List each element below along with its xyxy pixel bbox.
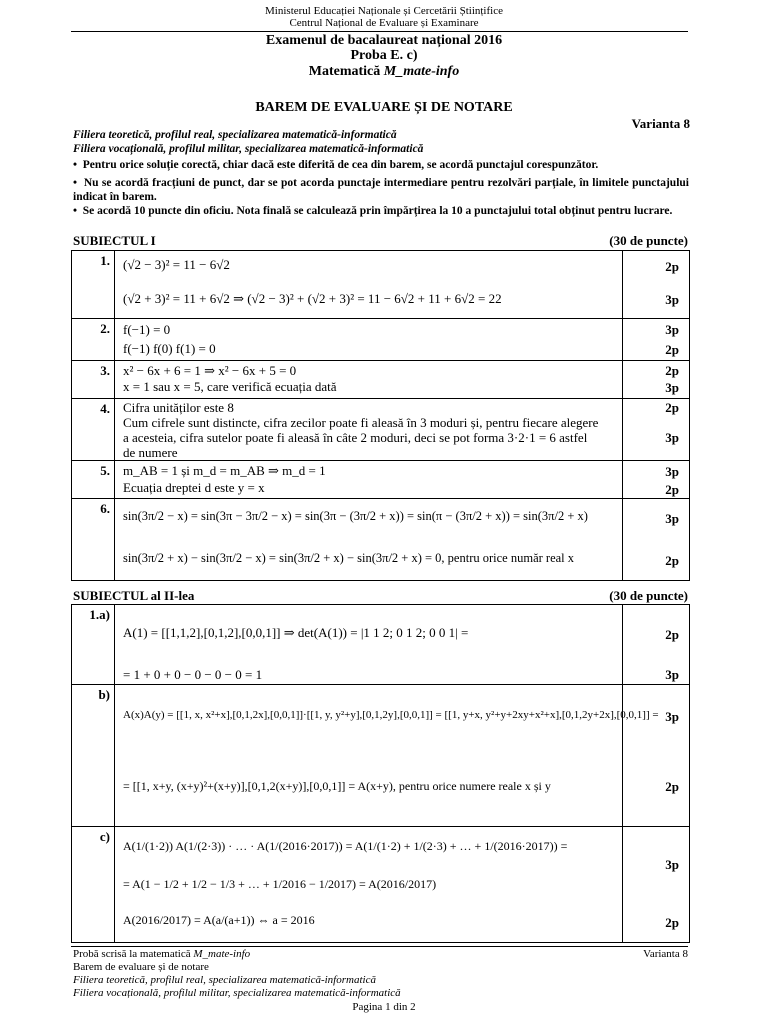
item-row-1b <box>72 685 690 827</box>
subiect1-points: (30 de puncte) <box>609 233 688 248</box>
points-badge: 3p <box>665 292 679 307</box>
points-badge: 3p <box>665 430 679 445</box>
item-row-6 <box>72 499 690 581</box>
item-line: sin(3π/2 − x) = sin(3π − 3π/2 − x) = sin(3π − (3π/2 + x)) = sin(π − (3π/2 + x)) = sin(3π/2 + x) <box>123 509 588 523</box>
points-badge: 2p <box>665 779 679 794</box>
item-line: (√2 − 3)² = 11 − 6√2 <box>123 257 230 272</box>
item-number: b) <box>72 685 115 827</box>
item-row-3 <box>72 361 690 399</box>
item-row-4 <box>72 399 690 461</box>
item-row-2 <box>72 319 690 361</box>
points-badge: 3p <box>665 380 679 395</box>
item-line: A(2016/2017) = A(a/(a+1)) ⇔ a = 2016 <box>123 913 315 927</box>
item-line: de numere <box>123 445 178 460</box>
subiect1-title: SUBIECTUL I <box>73 233 156 248</box>
item-number: c) <box>72 827 115 943</box>
item-number: 3. <box>72 361 115 399</box>
points-badge: 2p <box>665 627 679 642</box>
footer-filiera-vocationala: Filiera vocațională, profilul militar, specializarea matematică-informatică <box>73 987 401 999</box>
points-badge: 3p <box>665 667 679 682</box>
points-badge: 3p <box>665 709 679 724</box>
note-3: • Se acordă 10 puncte din oficiu. Nota finală se calculează prin împărțirea la 10 a punctajului total obținut pentru lucrare. <box>73 205 673 217</box>
subiect2-title: SUBIECTUL al II-lea <box>73 588 195 603</box>
footer-filiera-teoretica: Filiera teoretică, profilul real, specializarea matematică-informatică <box>73 974 376 986</box>
points-badge: 2p <box>665 915 679 930</box>
item-line: f(−1) f(0) f(1) = 0 <box>123 341 216 356</box>
filiera-teoretica: Filiera teoretică, profilul real, specializarea matematică-informatică <box>73 129 397 141</box>
footer-variant: Varianta 8 <box>643 948 688 960</box>
item-line: Ecuația dreptei d este y = x <box>123 480 265 495</box>
page-number: Pagina 1 din 2 <box>352 1001 416 1013</box>
points-badge: 2p <box>665 553 679 568</box>
footer-barem: Barem de evaluare și de notare <box>73 961 209 973</box>
item-line: x² − 6x + 6 = 1 ⇒ x² − 6x + 5 = 0 <box>123 363 297 378</box>
item-line: Cum cifrele sunt distincte, cifra zecilor poate fi aleasă în 3 moduri și, pentru fiecare alegere <box>123 415 599 430</box>
footer-rule <box>71 946 688 947</box>
item-number: 4. <box>72 399 115 461</box>
item-number: 1. <box>72 251 115 319</box>
points-badge: 2p <box>665 342 679 357</box>
points-badge: 2p <box>665 259 679 274</box>
item-number: 2. <box>72 319 115 361</box>
header-rule <box>71 31 688 32</box>
barem-title: BAREM DE EVALUARE ȘI DE NOTARE <box>255 100 513 115</box>
item-row-1c <box>72 827 690 943</box>
item-line: = A(1 − 1/2 + 1/2 − 1/3 + … + 1/2016 − 1/2017) = A(2016/2017) <box>123 877 437 891</box>
item-number: 5. <box>72 461 115 499</box>
item-line: (√2 + 3)² = 11 + 6√2 ⇒ (√2 − 3)² + (√2 + 3)² = 11 − 6√2 + 11 + 6√2 = 22 <box>123 291 502 306</box>
item-row-5 <box>72 461 690 499</box>
item-line: a acesteia, cifra sutelor poate fi aleasă în câte 2 moduri, deci se pot forma 3·2·1 = 6 astfel <box>123 430 588 445</box>
subject-title: Matematică M_mate-info <box>308 64 460 79</box>
points-badge: 3p <box>665 511 679 526</box>
item-line: m_AB = 1 și m_d = m_AB ⇒ m_d = 1 <box>123 463 326 478</box>
item-line: sin(3π/2 + x) − sin(3π/2 − x) = sin(3π/2 + x) − sin(3π/2 + x) = 0, pentru orice număr real x <box>123 551 575 565</box>
filiera-vocationala: Filiera vocațională, profilul militar, specializarea matematică-informatică <box>73 143 424 155</box>
item-row-1 <box>72 251 690 319</box>
points-badge: 2p <box>665 363 679 378</box>
proba-title: Proba E. c) <box>350 48 418 63</box>
note-1: • Pentru orice soluție corectă, chiar dacă este diferită de cea din barem, se acordă punctajul corespunzător. <box>73 159 599 171</box>
subiect2-table <box>71 604 690 943</box>
subiect2-points: (30 de puncte) <box>609 588 688 603</box>
item-line: = [[1, x+y, (x+y)²+(x+y)],[0,1,2(x+y)],[0,0,1]] = A(x+y), pentru orice numere reale x și y <box>123 779 551 793</box>
item-row-1a <box>72 605 690 685</box>
item-line: f(−1) = 0 <box>123 322 171 337</box>
item-line: Cifra unităților este 8 <box>123 400 234 415</box>
note-2: • Nu se acordă fracțiuni de punct, dar se pot acorda punctaje intermediare pentru rezolvări parțiale, în limitele punctajului indicat în barem. <box>73 177 689 203</box>
points-badge: 3p <box>665 322 679 337</box>
variant-label: Varianta 8 <box>631 116 690 131</box>
exam-title: Examenul de bacalaureat național 2016 <box>265 33 503 48</box>
item-number: 1.a) <box>72 605 115 685</box>
points-badge: 3p <box>665 464 679 479</box>
item-line: A(1) = [[1,1,2],[0,1,2],[0,0,1]] ⇒ det(A(1)) = |1 1 2; 0 1 2; 0 0 1| = <box>123 625 469 640</box>
ministry-name: Ministerul Educației Naționale și Cercetării Științifice <box>265 5 503 17</box>
item-line: = 1 + 0 + 0 − 0 − 0 − 0 = 1 <box>123 667 263 682</box>
item-line: A(1/(1·2)) A(1/(2·3)) · … · A(1/(2016·2017)) = A(1/(1·2) + 1/(2·3) + … + 1/(2016·2017)) = <box>123 839 568 853</box>
footer-proba: Probă scrisă la matematică M_mate-info <box>73 948 251 960</box>
points-badge: 2p <box>665 482 679 497</box>
item-line: x = 1 sau x = 5, care verifică ecuația dată <box>123 379 337 394</box>
center-name: Centrul Național de Evaluare și Examinare <box>289 17 479 29</box>
points-badge: 2p <box>665 400 679 415</box>
item-number: 6. <box>72 499 115 581</box>
subiect1-table <box>71 250 690 581</box>
item-line: A(x)A(y) = [[1, x, x²+x],[0,1,2x],[0,0,1]]·[[1, y, y²+y],[0,1,2y],[0,0,1]] = [[1, y+x, y²+y+2xy+x²+x],[0,1,2y+2x],[0,0,1]] = <box>123 709 659 721</box>
points-badge: 3p <box>665 857 679 872</box>
